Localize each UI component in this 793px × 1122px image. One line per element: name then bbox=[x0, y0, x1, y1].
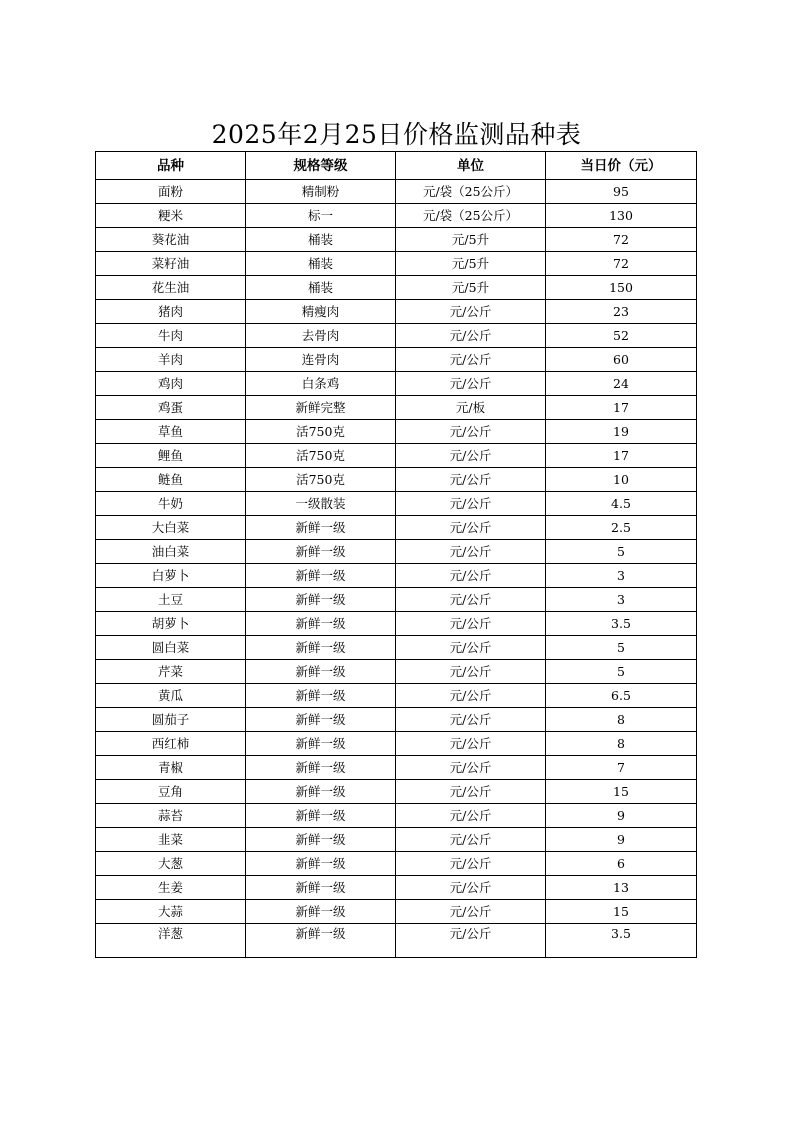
table-row bbox=[96, 588, 697, 612]
cell-variety: 黄瓜 bbox=[96, 684, 246, 708]
cell-price: 19 bbox=[546, 420, 697, 444]
cell-unit: 元/公斤 bbox=[396, 612, 546, 636]
cell-unit: 元/公斤 bbox=[396, 444, 546, 468]
cell-variety: 蒜苔 bbox=[96, 804, 246, 828]
table-row bbox=[96, 876, 697, 900]
cell-unit: 元/5升 bbox=[396, 252, 546, 276]
cell-variety: 大葱 bbox=[96, 852, 246, 876]
table-row bbox=[96, 756, 697, 780]
cell-variety: 鲤鱼 bbox=[96, 444, 246, 468]
table-row bbox=[96, 468, 697, 492]
cell-grade: 活750克 bbox=[246, 444, 396, 468]
cell-grade: 精制粉 bbox=[246, 180, 396, 204]
cell-unit: 元/公斤 bbox=[396, 540, 546, 564]
cell-grade: 活750克 bbox=[246, 468, 396, 492]
cell-price: 6 bbox=[546, 852, 697, 876]
cell-price: 8 bbox=[546, 732, 697, 756]
table-row bbox=[96, 204, 697, 228]
table-row bbox=[96, 660, 697, 684]
cell-variety: 草鱼 bbox=[96, 420, 246, 444]
table-row bbox=[96, 396, 697, 420]
cell-unit: 元/公斤 bbox=[396, 468, 546, 492]
table-row bbox=[96, 564, 697, 588]
cell-price: 15 bbox=[546, 900, 697, 924]
table-row bbox=[96, 804, 697, 828]
cell-unit: 元/公斤 bbox=[396, 804, 546, 828]
cell-grade: 新鲜一级 bbox=[246, 828, 396, 852]
table-row bbox=[96, 252, 697, 276]
cell-grade: 新鲜一级 bbox=[246, 852, 396, 876]
cell-unit: 元/袋（25公斤） bbox=[396, 180, 546, 204]
cell-price: 17 bbox=[546, 444, 697, 468]
table-row bbox=[96, 708, 697, 732]
cell-price: 3 bbox=[546, 564, 697, 588]
cell-price: 72 bbox=[546, 252, 697, 276]
cell-price: 8 bbox=[546, 708, 697, 732]
table-row bbox=[96, 540, 697, 564]
cell-grade: 新鲜一级 bbox=[246, 924, 396, 958]
cell-variety: 芹菜 bbox=[96, 660, 246, 684]
cell-price: 5 bbox=[546, 540, 697, 564]
cell-variety: 花生油 bbox=[96, 276, 246, 300]
cell-price: 24 bbox=[546, 372, 697, 396]
cell-price: 13 bbox=[546, 876, 697, 900]
cell-variety: 大白菜 bbox=[96, 516, 246, 540]
table-row bbox=[96, 348, 697, 372]
cell-price: 3.5 bbox=[546, 612, 697, 636]
cell-unit: 元/板 bbox=[396, 396, 546, 420]
cell-price: 3.5 bbox=[546, 924, 697, 958]
cell-price: 10 bbox=[546, 468, 697, 492]
cell-variety: 白萝卜 bbox=[96, 564, 246, 588]
cell-grade: 新鲜一级 bbox=[246, 756, 396, 780]
cell-variety: 油白菜 bbox=[96, 540, 246, 564]
cell-unit: 元/公斤 bbox=[396, 900, 546, 924]
cell-grade: 新鲜一级 bbox=[246, 684, 396, 708]
cell-variety: 胡萝卜 bbox=[96, 612, 246, 636]
cell-price: 5 bbox=[546, 660, 697, 684]
table-row bbox=[96, 228, 697, 252]
cell-price: 15 bbox=[546, 780, 697, 804]
cell-price: 9 bbox=[546, 828, 697, 852]
cell-unit: 元/公斤 bbox=[396, 924, 546, 958]
header-grade: 规格等级 bbox=[246, 152, 396, 180]
table-body bbox=[96, 180, 697, 958]
cell-grade: 一级散装 bbox=[246, 492, 396, 516]
table-row bbox=[96, 612, 697, 636]
page-title: 2025年2月25日价格监测品种表 bbox=[211, 120, 582, 149]
table-row bbox=[96, 300, 697, 324]
cell-grade: 新鲜完整 bbox=[246, 396, 396, 420]
cell-variety: 生姜 bbox=[96, 876, 246, 900]
cell-unit: 元/公斤 bbox=[396, 876, 546, 900]
table-row bbox=[96, 684, 697, 708]
cell-price: 6.5 bbox=[546, 684, 697, 708]
table-row bbox=[96, 444, 697, 468]
cell-price: 95 bbox=[546, 180, 697, 204]
cell-unit: 元/公斤 bbox=[396, 420, 546, 444]
cell-variety: 鸡肉 bbox=[96, 372, 246, 396]
cell-price: 4.5 bbox=[546, 492, 697, 516]
cell-grade: 新鲜一级 bbox=[246, 780, 396, 804]
table-row bbox=[96, 924, 697, 958]
table-row bbox=[96, 636, 697, 660]
cell-price: 2.5 bbox=[546, 516, 697, 540]
cell-variety: 猪肉 bbox=[96, 300, 246, 324]
cell-grade: 新鲜一级 bbox=[246, 708, 396, 732]
cell-price: 72 bbox=[546, 228, 697, 252]
cell-unit: 元/5升 bbox=[396, 228, 546, 252]
cell-variety: 牛肉 bbox=[96, 324, 246, 348]
cell-grade: 精瘦肉 bbox=[246, 300, 396, 324]
cell-unit: 元/公斤 bbox=[396, 588, 546, 612]
cell-grade: 新鲜一级 bbox=[246, 900, 396, 924]
table-row bbox=[96, 276, 697, 300]
table-row bbox=[96, 900, 697, 924]
cell-unit: 元/公斤 bbox=[396, 756, 546, 780]
cell-unit: 元/公斤 bbox=[396, 564, 546, 588]
cell-grade: 白条鸡 bbox=[246, 372, 396, 396]
cell-variety: 豆角 bbox=[96, 780, 246, 804]
cell-variety: 粳米 bbox=[96, 204, 246, 228]
cell-unit: 元/公斤 bbox=[396, 492, 546, 516]
table-row bbox=[96, 492, 697, 516]
cell-variety: 圆白菜 bbox=[96, 636, 246, 660]
cell-price: 7 bbox=[546, 756, 697, 780]
cell-price: 9 bbox=[546, 804, 697, 828]
cell-price: 52 bbox=[546, 324, 697, 348]
cell-grade: 连骨肉 bbox=[246, 348, 396, 372]
cell-grade: 新鲜一级 bbox=[246, 540, 396, 564]
cell-variety: 葵花油 bbox=[96, 228, 246, 252]
cell-unit: 元/公斤 bbox=[396, 732, 546, 756]
table-row bbox=[96, 324, 697, 348]
table-row bbox=[96, 516, 697, 540]
cell-grade: 新鲜一级 bbox=[246, 516, 396, 540]
cell-unit: 元/5升 bbox=[396, 276, 546, 300]
cell-variety: 羊肉 bbox=[96, 348, 246, 372]
cell-grade: 桶装 bbox=[246, 252, 396, 276]
cell-grade: 新鲜一级 bbox=[246, 876, 396, 900]
cell-unit: 元/袋（25公斤） bbox=[396, 204, 546, 228]
cell-grade: 新鲜一级 bbox=[246, 612, 396, 636]
cell-grade: 新鲜一级 bbox=[246, 660, 396, 684]
table-row bbox=[96, 420, 697, 444]
cell-grade: 新鲜一级 bbox=[246, 804, 396, 828]
cell-unit: 元/公斤 bbox=[396, 516, 546, 540]
cell-variety: 鸡蛋 bbox=[96, 396, 246, 420]
cell-grade: 新鲜一级 bbox=[246, 636, 396, 660]
price-table bbox=[95, 151, 697, 958]
cell-unit: 元/公斤 bbox=[396, 684, 546, 708]
cell-variety: 面粉 bbox=[96, 180, 246, 204]
cell-grade: 标一 bbox=[246, 204, 396, 228]
cell-price: 3 bbox=[546, 588, 697, 612]
cell-unit: 元/公斤 bbox=[396, 660, 546, 684]
header-variety: 品种 bbox=[96, 152, 246, 180]
cell-unit: 元/公斤 bbox=[396, 300, 546, 324]
cell-grade: 桶装 bbox=[246, 228, 396, 252]
cell-variety: 牛奶 bbox=[96, 492, 246, 516]
cell-unit: 元/公斤 bbox=[396, 852, 546, 876]
cell-price: 130 bbox=[546, 204, 697, 228]
cell-price: 150 bbox=[546, 276, 697, 300]
cell-variety: 圆茄子 bbox=[96, 708, 246, 732]
table-row bbox=[96, 780, 697, 804]
cell-variety: 鲢鱼 bbox=[96, 468, 246, 492]
cell-variety: 土豆 bbox=[96, 588, 246, 612]
cell-variety: 大蒜 bbox=[96, 900, 246, 924]
cell-unit: 元/公斤 bbox=[396, 780, 546, 804]
table-row bbox=[96, 180, 697, 204]
header-unit: 单位 bbox=[396, 152, 546, 180]
cell-variety: 韭菜 bbox=[96, 828, 246, 852]
cell-variety: 西红柿 bbox=[96, 732, 246, 756]
table-row bbox=[96, 852, 697, 876]
cell-unit: 元/公斤 bbox=[396, 372, 546, 396]
cell-variety: 洋葱 bbox=[96, 924, 246, 958]
cell-variety: 菜籽油 bbox=[96, 252, 246, 276]
cell-variety: 青椒 bbox=[96, 756, 246, 780]
cell-grade: 桶装 bbox=[246, 276, 396, 300]
table-row bbox=[96, 732, 697, 756]
table-header-row bbox=[96, 152, 697, 180]
cell-unit: 元/公斤 bbox=[396, 828, 546, 852]
cell-price: 60 bbox=[546, 348, 697, 372]
cell-unit: 元/公斤 bbox=[396, 636, 546, 660]
table-row bbox=[96, 828, 697, 852]
cell-price: 5 bbox=[546, 636, 697, 660]
table-row bbox=[96, 372, 697, 396]
cell-price: 17 bbox=[546, 396, 697, 420]
cell-unit: 元/公斤 bbox=[396, 324, 546, 348]
cell-unit: 元/公斤 bbox=[396, 708, 546, 732]
header-price: 当日价（元） bbox=[546, 152, 697, 180]
cell-price: 23 bbox=[546, 300, 697, 324]
cell-grade: 新鲜一级 bbox=[246, 588, 396, 612]
cell-unit: 元/公斤 bbox=[396, 348, 546, 372]
cell-grade: 新鲜一级 bbox=[246, 564, 396, 588]
cell-grade: 新鲜一级 bbox=[246, 732, 396, 756]
cell-grade: 去骨肉 bbox=[246, 324, 396, 348]
cell-grade: 活750克 bbox=[246, 420, 396, 444]
